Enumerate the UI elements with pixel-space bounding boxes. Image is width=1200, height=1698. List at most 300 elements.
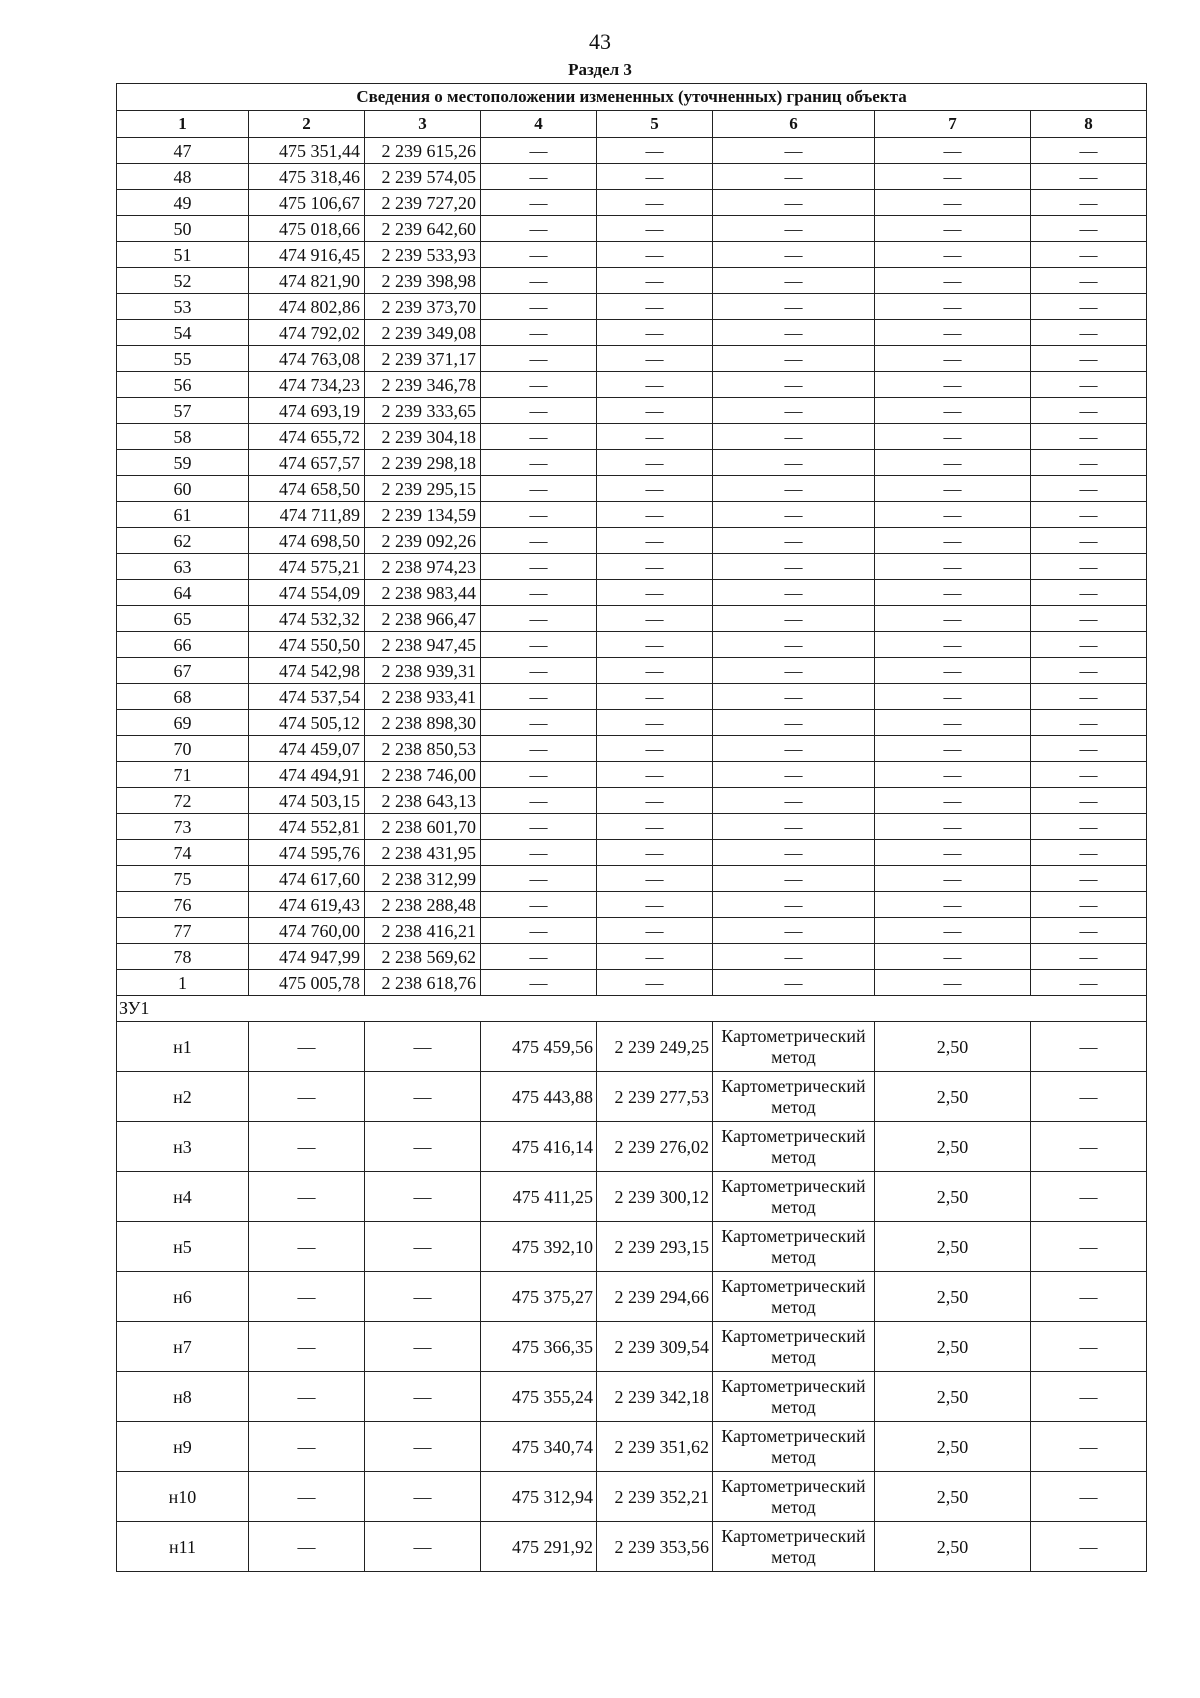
empty-cell: — xyxy=(597,190,713,216)
new-y-cell: 2 239 352,21 xyxy=(597,1472,713,1522)
empty-cell: — xyxy=(875,814,1031,840)
point-number-cell: н2 xyxy=(117,1072,249,1122)
empty-cell: — xyxy=(875,892,1031,918)
point-number-cell: 65 xyxy=(117,606,249,632)
empty-cell: — xyxy=(713,502,875,528)
empty-cell: — xyxy=(597,944,713,970)
point-number-cell: 52 xyxy=(117,268,249,294)
empty-cell: — xyxy=(1031,398,1147,424)
empty-cell: — xyxy=(1031,580,1147,606)
empty-cell: — xyxy=(597,320,713,346)
empty-cell: — xyxy=(1031,1472,1147,1522)
empty-cell: — xyxy=(1031,190,1147,216)
point-number-cell: 61 xyxy=(117,502,249,528)
table-row xyxy=(117,346,1147,372)
empty-cell: — xyxy=(481,918,597,944)
empty-cell: — xyxy=(713,476,875,502)
empty-cell: — xyxy=(875,320,1031,346)
table-row xyxy=(117,580,1147,606)
empty-cell: — xyxy=(597,710,713,736)
empty-cell: — xyxy=(365,1172,481,1222)
table-row xyxy=(117,502,1147,528)
empty-cell: — xyxy=(365,1472,481,1522)
point-number-cell: 63 xyxy=(117,554,249,580)
empty-cell: — xyxy=(875,216,1031,242)
method-cell: Картометрический метод xyxy=(713,1122,875,1172)
table-row xyxy=(117,216,1147,242)
empty-cell: — xyxy=(365,1072,481,1122)
existing-y-cell: 2 239 349,08 xyxy=(365,320,481,346)
empty-cell: — xyxy=(713,554,875,580)
table-row xyxy=(117,892,1147,918)
existing-x-cell: 474 537,54 xyxy=(249,684,365,710)
new-y-cell: 2 239 353,56 xyxy=(597,1522,713,1572)
empty-cell: — xyxy=(597,606,713,632)
empty-cell: — xyxy=(713,632,875,658)
column-header: 2 xyxy=(249,111,365,138)
column-header: 8 xyxy=(1031,111,1147,138)
existing-x-cell: 474 658,50 xyxy=(249,476,365,502)
empty-cell: — xyxy=(597,580,713,606)
column-header: 4 xyxy=(481,111,597,138)
point-number-cell: н11 xyxy=(117,1522,249,1572)
existing-y-cell: 2 239 092,26 xyxy=(365,528,481,554)
empty-cell: — xyxy=(875,242,1031,268)
new-x-cell: 475 416,14 xyxy=(481,1122,597,1172)
new-y-cell: 2 239 342,18 xyxy=(597,1372,713,1422)
point-number-cell: 72 xyxy=(117,788,249,814)
parcel-group-row xyxy=(117,996,1147,1022)
accuracy-cell: 2,50 xyxy=(875,1172,1031,1222)
empty-cell: — xyxy=(1031,606,1147,632)
empty-cell: — xyxy=(481,268,597,294)
existing-x-cell: 474 698,50 xyxy=(249,528,365,554)
existing-x-cell: 474 802,86 xyxy=(249,294,365,320)
table-row xyxy=(117,138,1147,164)
table-row xyxy=(117,970,1147,996)
method-cell: Картометрический метод xyxy=(713,1372,875,1422)
empty-cell: — xyxy=(481,554,597,580)
existing-x-cell: 474 657,57 xyxy=(249,450,365,476)
table-row xyxy=(117,658,1147,684)
existing-y-cell: 2 238 966,47 xyxy=(365,606,481,632)
existing-y-cell: 2 239 134,59 xyxy=(365,502,481,528)
new-y-cell: 2 239 249,25 xyxy=(597,1022,713,1072)
empty-cell: — xyxy=(713,710,875,736)
empty-cell: — xyxy=(481,814,597,840)
point-number-cell: 70 xyxy=(117,736,249,762)
empty-cell: — xyxy=(249,1222,365,1272)
existing-x-cell: 474 763,08 xyxy=(249,346,365,372)
point-number-cell: н4 xyxy=(117,1172,249,1222)
empty-cell: — xyxy=(597,216,713,242)
table-row xyxy=(117,1172,1147,1222)
existing-y-cell: 2 239 727,20 xyxy=(365,190,481,216)
empty-cell: — xyxy=(481,710,597,736)
empty-cell: — xyxy=(597,528,713,554)
table-row xyxy=(117,528,1147,554)
empty-cell: — xyxy=(713,918,875,944)
empty-cell: — xyxy=(597,658,713,684)
table-row xyxy=(117,918,1147,944)
point-number-cell: 62 xyxy=(117,528,249,554)
empty-cell: — xyxy=(713,606,875,632)
empty-cell: — xyxy=(875,710,1031,736)
empty-cell: — xyxy=(713,398,875,424)
existing-x-cell: 474 542,98 xyxy=(249,658,365,684)
empty-cell: — xyxy=(1031,1122,1147,1172)
empty-cell: — xyxy=(249,1422,365,1472)
point-number-cell: 69 xyxy=(117,710,249,736)
empty-cell: — xyxy=(1031,528,1147,554)
method-cell: Картометрический метод xyxy=(713,1272,875,1322)
table-row xyxy=(117,450,1147,476)
empty-cell: — xyxy=(1031,346,1147,372)
empty-cell: — xyxy=(481,684,597,710)
existing-y-cell: 2 239 373,70 xyxy=(365,294,481,320)
existing-x-cell: 474 693,19 xyxy=(249,398,365,424)
table-row xyxy=(117,710,1147,736)
empty-cell: — xyxy=(713,840,875,866)
existing-y-cell: 2 238 618,76 xyxy=(365,970,481,996)
empty-cell: — xyxy=(713,762,875,788)
existing-y-cell: 2 238 939,31 xyxy=(365,658,481,684)
table-row xyxy=(117,606,1147,632)
existing-y-cell: 2 239 533,93 xyxy=(365,242,481,268)
point-number-cell: 78 xyxy=(117,944,249,970)
empty-cell: — xyxy=(597,788,713,814)
point-number-cell: 1 xyxy=(117,970,249,996)
empty-cell: — xyxy=(481,866,597,892)
empty-cell: — xyxy=(597,892,713,918)
existing-x-cell: 475 351,44 xyxy=(249,138,365,164)
existing-x-cell: 474 505,12 xyxy=(249,710,365,736)
existing-y-cell: 2 239 346,78 xyxy=(365,372,481,398)
empty-cell: — xyxy=(481,944,597,970)
empty-cell: — xyxy=(875,138,1031,164)
empty-cell: — xyxy=(875,606,1031,632)
point-number-cell: 60 xyxy=(117,476,249,502)
empty-cell: — xyxy=(875,736,1031,762)
empty-cell: — xyxy=(1031,216,1147,242)
empty-cell: — xyxy=(875,866,1031,892)
empty-cell: — xyxy=(1031,1422,1147,1472)
column-header: 7 xyxy=(875,111,1031,138)
point-number-cell: 51 xyxy=(117,242,249,268)
existing-y-cell: 2 239 295,15 xyxy=(365,476,481,502)
empty-cell: — xyxy=(481,216,597,242)
empty-cell: — xyxy=(481,658,597,684)
empty-cell: — xyxy=(1031,1222,1147,1272)
method-cell: Картометрический метод xyxy=(713,1022,875,1072)
table-row xyxy=(117,1472,1147,1522)
table-row xyxy=(117,1222,1147,1272)
empty-cell: — xyxy=(875,788,1031,814)
table-row xyxy=(117,554,1147,580)
empty-cell: — xyxy=(713,164,875,190)
column-header: 5 xyxy=(597,111,713,138)
accuracy-cell: 2,50 xyxy=(875,1322,1031,1372)
table-row xyxy=(117,788,1147,814)
empty-cell: — xyxy=(481,398,597,424)
empty-cell: — xyxy=(597,346,713,372)
empty-cell: — xyxy=(481,528,597,554)
empty-cell: — xyxy=(249,1472,365,1522)
existing-x-cell: 474 655,72 xyxy=(249,424,365,450)
empty-cell: — xyxy=(597,554,713,580)
empty-cell: — xyxy=(713,242,875,268)
existing-y-cell: 2 239 398,98 xyxy=(365,268,481,294)
existing-x-cell: 474 575,21 xyxy=(249,554,365,580)
empty-cell: — xyxy=(1031,892,1147,918)
point-number-cell: н1 xyxy=(117,1022,249,1072)
empty-cell: — xyxy=(875,944,1031,970)
table-row xyxy=(117,866,1147,892)
empty-cell: — xyxy=(1031,372,1147,398)
point-number-cell: 68 xyxy=(117,684,249,710)
empty-cell: — xyxy=(481,788,597,814)
empty-cell: — xyxy=(875,970,1031,996)
empty-cell: — xyxy=(875,164,1031,190)
point-number-cell: 48 xyxy=(117,164,249,190)
table-row xyxy=(117,320,1147,346)
empty-cell: — xyxy=(365,1522,481,1572)
table-row xyxy=(117,1422,1147,1472)
empty-cell: — xyxy=(1031,164,1147,190)
empty-cell: — xyxy=(1031,632,1147,658)
point-number-cell: н8 xyxy=(117,1372,249,1422)
column-header: 6 xyxy=(713,111,875,138)
empty-cell: — xyxy=(249,1522,365,1572)
column-header: 1 xyxy=(117,111,249,138)
empty-cell: — xyxy=(1031,970,1147,996)
empty-cell: — xyxy=(481,892,597,918)
new-y-cell: 2 239 293,15 xyxy=(597,1222,713,1272)
existing-x-cell: 474 734,23 xyxy=(249,372,365,398)
empty-cell: — xyxy=(597,684,713,710)
point-number-cell: 77 xyxy=(117,918,249,944)
empty-cell: — xyxy=(713,684,875,710)
table-row xyxy=(117,762,1147,788)
empty-cell: — xyxy=(365,1322,481,1372)
point-number-cell: 47 xyxy=(117,138,249,164)
empty-cell: — xyxy=(713,788,875,814)
empty-cell: — xyxy=(1031,762,1147,788)
method-cell: Картометрический метод xyxy=(713,1422,875,1472)
empty-cell: — xyxy=(1031,554,1147,580)
existing-x-cell: 474 792,02 xyxy=(249,320,365,346)
empty-cell: — xyxy=(365,1222,481,1272)
accuracy-cell: 2,50 xyxy=(875,1422,1031,1472)
existing-y-cell: 2 238 601,70 xyxy=(365,814,481,840)
empty-cell: — xyxy=(1031,1272,1147,1322)
existing-x-cell: 474 532,32 xyxy=(249,606,365,632)
empty-cell: — xyxy=(1031,1322,1147,1372)
empty-cell: — xyxy=(481,762,597,788)
table-row xyxy=(117,944,1147,970)
column-header: 3 xyxy=(365,111,481,138)
new-x-cell: 475 312,94 xyxy=(481,1472,597,1522)
empty-cell: — xyxy=(713,736,875,762)
new-y-cell: 2 239 300,12 xyxy=(597,1172,713,1222)
existing-x-cell: 474 552,81 xyxy=(249,814,365,840)
accuracy-cell: 2,50 xyxy=(875,1472,1031,1522)
empty-cell: — xyxy=(597,476,713,502)
empty-cell: — xyxy=(713,268,875,294)
point-number-cell: 50 xyxy=(117,216,249,242)
table-row xyxy=(117,840,1147,866)
method-cell: Картометрический метод xyxy=(713,1172,875,1222)
point-number-cell: 59 xyxy=(117,450,249,476)
empty-cell: — xyxy=(875,450,1031,476)
method-cell: Картометрический метод xyxy=(713,1222,875,1272)
table-row xyxy=(117,632,1147,658)
existing-y-cell: 2 238 933,41 xyxy=(365,684,481,710)
empty-cell: — xyxy=(875,528,1031,554)
point-number-cell: н9 xyxy=(117,1422,249,1472)
empty-cell: — xyxy=(481,632,597,658)
existing-y-cell: 2 238 643,13 xyxy=(365,788,481,814)
empty-cell: — xyxy=(597,372,713,398)
table-row xyxy=(117,1022,1147,1072)
empty-cell: — xyxy=(597,164,713,190)
empty-cell: — xyxy=(875,268,1031,294)
empty-cell: — xyxy=(481,424,597,450)
empty-cell: — xyxy=(875,918,1031,944)
existing-y-cell: 2 238 569,62 xyxy=(365,944,481,970)
existing-x-cell: 474 760,00 xyxy=(249,918,365,944)
empty-cell: — xyxy=(1031,424,1147,450)
empty-cell: — xyxy=(1031,814,1147,840)
empty-cell: — xyxy=(481,502,597,528)
empty-cell: — xyxy=(875,294,1031,320)
method-cell: Картометрический метод xyxy=(713,1522,875,1572)
table-row xyxy=(117,398,1147,424)
empty-cell: — xyxy=(481,372,597,398)
empty-cell: — xyxy=(1031,918,1147,944)
existing-y-cell: 2 238 431,95 xyxy=(365,840,481,866)
boundary-coordinates-table xyxy=(116,83,1147,1572)
existing-y-cell: 2 238 416,21 xyxy=(365,918,481,944)
point-number-cell: 73 xyxy=(117,814,249,840)
existing-x-cell: 474 947,99 xyxy=(249,944,365,970)
existing-y-cell: 2 239 333,65 xyxy=(365,398,481,424)
existing-x-cell: 474 916,45 xyxy=(249,242,365,268)
new-x-cell: 475 459,56 xyxy=(481,1022,597,1072)
empty-cell: — xyxy=(597,918,713,944)
existing-y-cell: 2 238 312,99 xyxy=(365,866,481,892)
table-caption: Сведения о местоположении измененных (уточненных) границ объекта xyxy=(117,84,1147,111)
existing-x-cell: 474 459,07 xyxy=(249,736,365,762)
empty-cell: — xyxy=(1031,866,1147,892)
empty-cell: — xyxy=(1031,684,1147,710)
parcel-group-label: ЗУ1 xyxy=(117,996,1147,1022)
empty-cell: — xyxy=(713,528,875,554)
empty-cell: — xyxy=(481,242,597,268)
empty-cell: — xyxy=(875,398,1031,424)
empty-cell: — xyxy=(597,398,713,424)
empty-cell: — xyxy=(1031,242,1147,268)
empty-cell: — xyxy=(1031,476,1147,502)
table-row xyxy=(117,736,1147,762)
empty-cell: — xyxy=(249,1372,365,1422)
new-x-cell: 475 392,10 xyxy=(481,1222,597,1272)
existing-x-cell: 474 494,91 xyxy=(249,762,365,788)
accuracy-cell: 2,50 xyxy=(875,1222,1031,1272)
method-cell: Картометрический метод xyxy=(713,1322,875,1372)
new-y-cell: 2 239 294,66 xyxy=(597,1272,713,1322)
accuracy-cell: 2,50 xyxy=(875,1022,1031,1072)
empty-cell: — xyxy=(1031,710,1147,736)
empty-cell: — xyxy=(249,1272,365,1322)
empty-cell: — xyxy=(875,658,1031,684)
existing-y-cell: 2 238 947,45 xyxy=(365,632,481,658)
empty-cell: — xyxy=(597,762,713,788)
empty-cell: — xyxy=(1031,1172,1147,1222)
empty-cell: — xyxy=(1031,502,1147,528)
empty-cell: — xyxy=(597,840,713,866)
empty-cell: — xyxy=(481,320,597,346)
empty-cell: — xyxy=(481,450,597,476)
new-x-cell: 475 355,24 xyxy=(481,1372,597,1422)
table-row xyxy=(117,242,1147,268)
empty-cell: — xyxy=(875,424,1031,450)
empty-cell: — xyxy=(597,294,713,320)
empty-cell: — xyxy=(713,294,875,320)
point-number-cell: 55 xyxy=(117,346,249,372)
existing-x-cell: 475 005,78 xyxy=(249,970,365,996)
empty-cell: — xyxy=(481,476,597,502)
empty-cell: — xyxy=(365,1372,481,1422)
table-row xyxy=(117,372,1147,398)
point-number-cell: 49 xyxy=(117,190,249,216)
empty-cell: — xyxy=(713,944,875,970)
empty-cell: — xyxy=(713,580,875,606)
existing-y-cell: 2 238 983,44 xyxy=(365,580,481,606)
method-cell: Картометрический метод xyxy=(713,1072,875,1122)
existing-y-cell: 2 238 288,48 xyxy=(365,892,481,918)
existing-x-cell: 474 554,09 xyxy=(249,580,365,606)
empty-cell: — xyxy=(875,346,1031,372)
point-number-cell: н10 xyxy=(117,1472,249,1522)
new-x-cell: 475 291,92 xyxy=(481,1522,597,1572)
new-x-cell: 475 443,88 xyxy=(481,1072,597,1122)
empty-cell: — xyxy=(713,424,875,450)
empty-cell: — xyxy=(713,372,875,398)
column-numbers-row xyxy=(117,111,1147,138)
empty-cell: — xyxy=(1031,1372,1147,1422)
empty-cell: — xyxy=(597,502,713,528)
empty-cell: — xyxy=(481,190,597,216)
empty-cell: — xyxy=(713,138,875,164)
new-y-cell: 2 239 351,62 xyxy=(597,1422,713,1472)
empty-cell: — xyxy=(597,450,713,476)
empty-cell: — xyxy=(597,632,713,658)
existing-x-cell: 474 503,15 xyxy=(249,788,365,814)
new-y-cell: 2 239 276,02 xyxy=(597,1122,713,1172)
new-x-cell: 475 340,74 xyxy=(481,1422,597,1472)
point-number-cell: 64 xyxy=(117,580,249,606)
empty-cell: — xyxy=(713,970,875,996)
empty-cell: — xyxy=(1031,1022,1147,1072)
existing-y-cell: 2 239 371,17 xyxy=(365,346,481,372)
table-row xyxy=(117,814,1147,840)
point-number-cell: 56 xyxy=(117,372,249,398)
table-row xyxy=(117,164,1147,190)
accuracy-cell: 2,50 xyxy=(875,1272,1031,1322)
empty-cell: — xyxy=(597,866,713,892)
empty-cell: — xyxy=(481,970,597,996)
